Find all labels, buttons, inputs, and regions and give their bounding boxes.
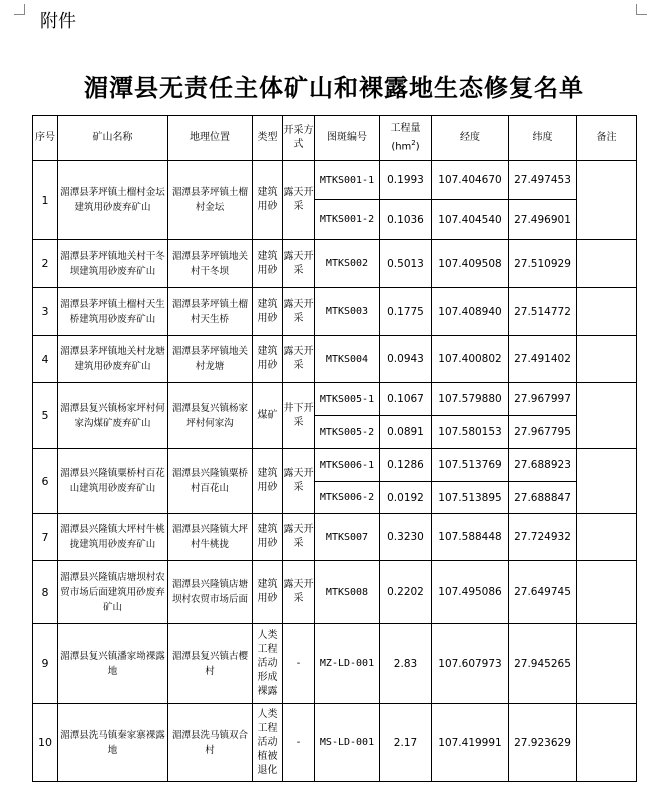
quantity-cell: 0.1286: [380, 449, 432, 482]
method-cell: 露天开采: [283, 161, 315, 240]
longitude-cell: 107.580153: [432, 416, 509, 449]
patch-id-cell: MTKS006-2: [315, 482, 380, 514]
attachment-label: 附件: [40, 11, 76, 32]
quantity-cell: 0.0192: [380, 482, 432, 514]
method-cell: -: [283, 624, 315, 704]
remark-cell: [577, 514, 637, 561]
mine-name-cell: 湄潭县茅坪镇土榴村天生桥建筑用砂废弃矿山: [58, 288, 168, 336]
latitude-cell: 27.967795: [509, 416, 577, 449]
row-index-cell: 1: [33, 161, 58, 240]
mine-name-cell: 湄潭县茅坪镇土榴村金坛建筑用砂废弃矿山: [58, 161, 168, 240]
mine-name-cell: 湄潭县复兴镇杨家坪村何家沟煤矿废弃矿山: [58, 383, 168, 449]
latitude-cell: 27.688847: [509, 482, 577, 514]
patch-id-cell: MTKS001-2: [315, 200, 380, 240]
quantity-header-sup: 2: [411, 138, 416, 147]
mine-name-cell: 湄潭县兴隆镇大坪村牛桃拢建筑用砂废弃矿山: [58, 514, 168, 561]
col-header-mine-name: 矿山名称: [58, 116, 168, 161]
table-row: [33, 704, 637, 782]
table-row: [33, 161, 637, 200]
remark-cell: [577, 624, 637, 704]
col-header-location: 地理位置: [168, 116, 253, 161]
method-cell: 露天开采: [283, 288, 315, 336]
table-row: [33, 383, 637, 416]
mine-name-cell: 湄潭县兴隆镇粟桥村百花山建筑用砂废弃矿山: [58, 449, 168, 514]
longitude-cell: 107.588448: [432, 514, 509, 561]
latitude-cell: 27.923629: [509, 704, 577, 782]
type-cell: 建筑用砂: [253, 240, 283, 288]
patch-id-cell: MTKS003: [315, 288, 380, 336]
quantity-cell: 0.1775: [380, 288, 432, 336]
page-corner-mark-left: [14, 4, 25, 15]
row-index-cell: 5: [33, 383, 58, 449]
type-cell: 人类工程活动形成裸露: [253, 624, 283, 704]
latitude-cell: 27.491402: [509, 336, 577, 383]
longitude-cell: 107.419991: [432, 704, 509, 782]
remark-cell: [577, 383, 637, 449]
quantity-cell: 2.83: [380, 624, 432, 704]
location-cell: 湄潭县茅坪镇地关村干冬坝: [168, 240, 253, 288]
location-cell: 湄潭县洗马镇双合村: [168, 704, 253, 782]
latitude-cell: 27.967997: [509, 383, 577, 416]
patch-id-cell: MTKS006-1: [315, 449, 380, 482]
quantity-cell: 0.1067: [380, 383, 432, 416]
col-header-type: 类型: [253, 116, 283, 161]
table-row: [33, 449, 637, 482]
longitude-cell: 107.408940: [432, 288, 509, 336]
quantity-cell: 0.5013: [380, 240, 432, 288]
mine-name-cell: 湄潭县洗马镇秦家寨裸露地: [58, 704, 168, 782]
location-cell: 湄潭县复兴镇古樱村: [168, 624, 253, 704]
table-row: [33, 240, 637, 288]
mine-name-cell: 湄潭县兴隆镇店塘坝村农贸市场后面建筑用砂废弃矿山: [58, 561, 168, 624]
col-header-longitude: 经度: [432, 116, 509, 161]
quantity-header-prefix: 工程量(hm: [390, 122, 421, 153]
type-cell: 建筑用砂: [253, 449, 283, 514]
row-index-cell: 8: [33, 561, 58, 624]
table-row: [33, 514, 637, 561]
col-header-method: 开采方式: [283, 116, 315, 161]
table-body: [33, 161, 637, 782]
row-index-cell: 2: [33, 240, 58, 288]
latitude-cell: 27.514772: [509, 288, 577, 336]
quantity-cell: 0.1036: [380, 200, 432, 240]
type-cell: 建筑用砂: [253, 336, 283, 383]
type-cell: 建筑用砂: [253, 561, 283, 624]
patch-id-cell: MZ-LD-001: [315, 624, 380, 704]
col-header-quantity: [380, 116, 432, 161]
longitude-cell: 107.513895: [432, 482, 509, 514]
page-corner-mark-right: [636, 4, 647, 15]
remark-cell: [577, 288, 637, 336]
latitude-cell: 27.945265: [509, 624, 577, 704]
quantity-cell: 0.3230: [380, 514, 432, 561]
quantity-header-suffix: ): [415, 141, 420, 153]
patch-id-cell: MTKS007: [315, 514, 380, 561]
patch-id-cell: MTKS005-2: [315, 416, 380, 449]
quantity-cell: 2.17: [380, 704, 432, 782]
col-header-patch-id: 图斑编号: [315, 116, 380, 161]
location-cell: 湄潭县茅坪镇地关村龙塘: [168, 336, 253, 383]
latitude-cell: 27.497453: [509, 161, 577, 200]
type-cell: 煤矿: [253, 383, 283, 449]
type-cell: 人类工程活动植被退化: [253, 704, 283, 782]
longitude-cell: 107.404540: [432, 200, 509, 240]
remark-cell: [577, 561, 637, 624]
location-cell: 湄潭县茅坪镇土榴村金坛: [168, 161, 253, 240]
document-title: 湄潭县无责任主体矿山和裸露地生态修复名单: [84, 73, 584, 102]
method-cell: 井下开采: [283, 383, 315, 449]
patch-id-cell: MTKS001-1: [315, 161, 380, 200]
quantity-cell: 0.0891: [380, 416, 432, 449]
type-cell: 建筑用砂: [253, 161, 283, 240]
table-row: [33, 288, 637, 336]
patch-id-cell: MS-LD-001: [315, 704, 380, 782]
longitude-cell: 107.400802: [432, 336, 509, 383]
patch-id-cell: MTKS005-1: [315, 383, 380, 416]
row-index-cell: 9: [33, 624, 58, 704]
row-index-cell: 10: [33, 704, 58, 782]
location-cell: 湄潭县兴隆镇大坪村牛桃拢: [168, 514, 253, 561]
latitude-cell: 27.688923: [509, 449, 577, 482]
longitude-cell: 107.495086: [432, 561, 509, 624]
row-index-cell: 3: [33, 288, 58, 336]
quantity-cell: 0.0943: [380, 336, 432, 383]
latitude-cell: 27.724932: [509, 514, 577, 561]
remark-cell: [577, 704, 637, 782]
col-header-latitude: 纬度: [509, 116, 577, 161]
remark-cell: [577, 161, 637, 240]
table-row: [33, 336, 637, 383]
method-cell: 露天开采: [283, 561, 315, 624]
longitude-cell: 107.404670: [432, 161, 509, 200]
patch-id-cell: MTKS004: [315, 336, 380, 383]
method-cell: 露天开采: [283, 336, 315, 383]
quantity-cell: 0.1993: [380, 161, 432, 200]
longitude-cell: 107.513769: [432, 449, 509, 482]
patch-id-cell: MTKS008: [315, 561, 380, 624]
latitude-cell: 27.496901: [509, 200, 577, 240]
longitude-cell: 107.607973: [432, 624, 509, 704]
restoration-list-table: [32, 115, 637, 782]
method-cell: 露天开采: [283, 449, 315, 514]
method-cell: -: [283, 704, 315, 782]
remark-cell: [577, 336, 637, 383]
location-cell: 湄潭县兴隆镇粟桥村百花山: [168, 449, 253, 514]
remark-cell: [577, 240, 637, 288]
remark-cell: [577, 449, 637, 514]
mine-name-cell: 湄潭县茅坪镇地关村龙塘建筑用砂废弃矿山: [58, 336, 168, 383]
longitude-cell: 107.579880: [432, 383, 509, 416]
table-row: [33, 624, 637, 704]
col-header-remark: 备注: [577, 116, 637, 161]
method-cell: 露天开采: [283, 240, 315, 288]
quantity-cell: 0.2202: [380, 561, 432, 624]
row-index-cell: 6: [33, 449, 58, 514]
row-index-cell: 4: [33, 336, 58, 383]
mine-name-cell: 湄潭县茅坪镇地关村干冬坝建筑用砂废弃矿山: [58, 240, 168, 288]
table-row: [33, 561, 637, 624]
location-cell: 湄潭县复兴镇杨家坪村何家沟: [168, 383, 253, 449]
latitude-cell: 27.510929: [509, 240, 577, 288]
col-header-index: 序号: [33, 116, 58, 161]
method-cell: 露天开采: [283, 514, 315, 561]
row-index-cell: 7: [33, 514, 58, 561]
mine-name-cell: 湄潭县复兴镇潘家坳裸露地: [58, 624, 168, 704]
type-cell: 建筑用砂: [253, 514, 283, 561]
location-cell: 湄潭县兴隆镇店塘坝村农贸市场后面: [168, 561, 253, 624]
patch-id-cell: MTKS002: [315, 240, 380, 288]
type-cell: 建筑用砂: [253, 288, 283, 336]
location-cell: 湄潭县茅坪镇土榴村天生桥: [168, 288, 253, 336]
table-header-row: [33, 116, 637, 161]
longitude-cell: 107.409508: [432, 240, 509, 288]
latitude-cell: 27.649745: [509, 561, 577, 624]
